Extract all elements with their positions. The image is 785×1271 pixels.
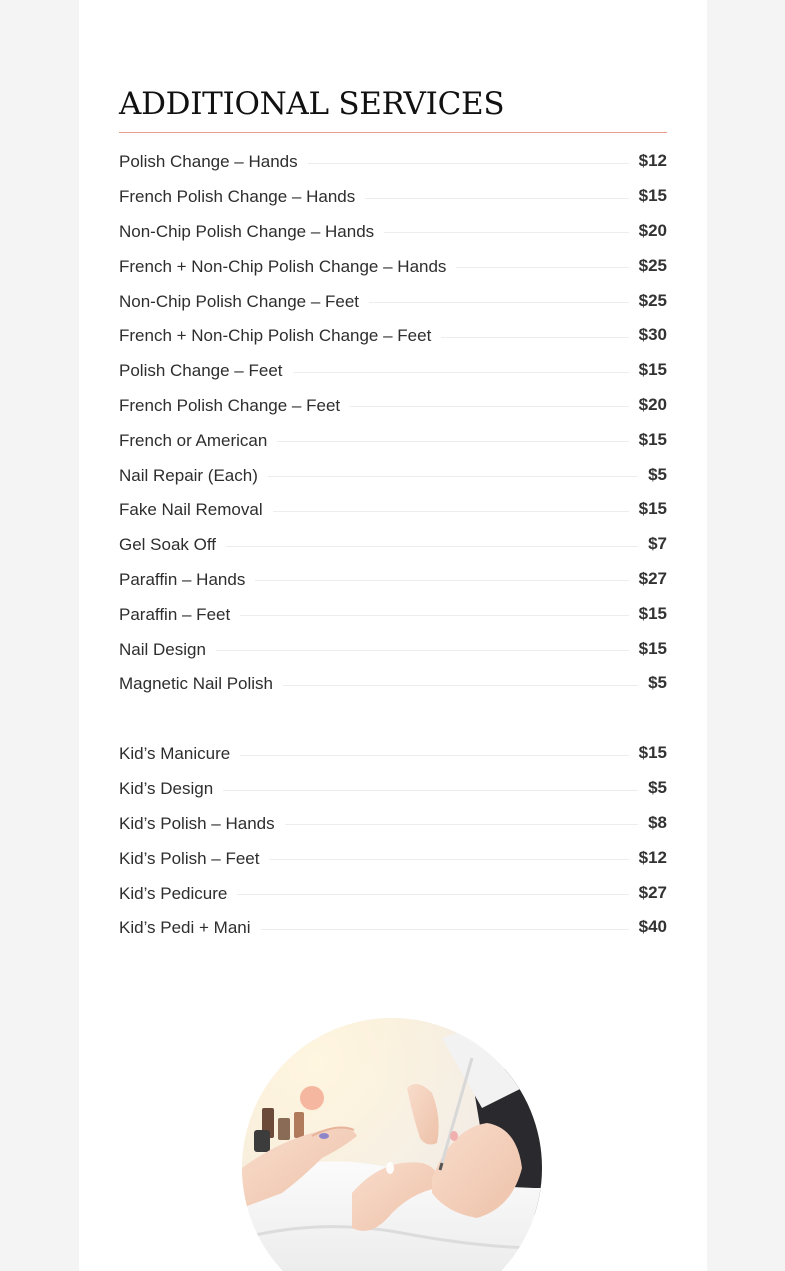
service-price: $20: [638, 220, 667, 240]
service-name: Kid’s Design: [119, 779, 214, 799]
service-name: Kid’s Polish – Feet: [119, 848, 260, 868]
price-row: [119, 876, 667, 911]
service-name: Gel Soak Off: [119, 535, 217, 555]
dotted-leader: [223, 790, 638, 791]
service-price: $25: [638, 255, 667, 275]
price-row: [119, 458, 667, 493]
dotted-leader: [255, 580, 628, 581]
service-name: Kid’s Pedi + Mani: [119, 918, 251, 938]
service-name: Fake Nail Removal: [119, 500, 263, 520]
price-row: [119, 423, 667, 458]
service-price: $15: [638, 743, 667, 763]
dotted-leader: [226, 546, 638, 547]
dotted-leader: [268, 476, 638, 477]
service-price: $8: [648, 812, 667, 832]
service-name: Paraffin – Hands: [119, 569, 246, 589]
dotted-leader: [365, 198, 628, 199]
service-price: $5: [648, 464, 667, 484]
dotted-leader: [261, 929, 629, 930]
service-name: French + Non-Chip Polish Change – Feet: [119, 326, 432, 346]
dotted-leader: [441, 337, 628, 338]
dotted-leader: [273, 511, 629, 512]
manicure-photo: [242, 1018, 542, 1271]
dotted-leader: [240, 615, 628, 616]
dotted-leader: [293, 372, 629, 373]
dotted-leader: [277, 441, 628, 442]
service-price: $25: [638, 290, 667, 310]
services-price-list: [119, 145, 667, 702]
dotted-leader: [216, 650, 629, 651]
service-price: $40: [638, 917, 667, 937]
service-name: French Polish Change – Hands: [119, 187, 356, 207]
service-price: $12: [638, 847, 667, 867]
price-row: [119, 249, 667, 284]
price-row: [119, 180, 667, 215]
title-divider: [119, 132, 667, 133]
price-row: [119, 807, 667, 842]
service-price: $12: [638, 151, 667, 171]
price-row: [119, 737, 667, 772]
dotted-leader: [369, 302, 629, 303]
service-price: $7: [648, 534, 667, 554]
service-name: Kid’s Manicure: [119, 744, 231, 764]
price-row: [119, 841, 667, 876]
service-price: $15: [638, 186, 667, 206]
service-name: Polish Change – Feet: [119, 361, 283, 381]
price-row: [119, 145, 667, 180]
price-row: [119, 354, 667, 389]
service-price: $15: [638, 360, 667, 380]
dotted-leader: [350, 406, 629, 407]
price-row: [119, 284, 667, 319]
service-name: French Polish Change – Feet: [119, 395, 341, 415]
service-name: Magnetic Nail Polish: [119, 674, 274, 694]
service-price: $5: [648, 673, 667, 693]
service-price: $27: [638, 568, 667, 588]
service-name: French or American: [119, 430, 268, 450]
price-row: [119, 319, 667, 354]
service-name: Kid’s Polish – Hands: [119, 813, 275, 833]
service-price: $20: [638, 394, 667, 414]
dotted-leader: [308, 163, 629, 164]
service-price: $30: [638, 325, 667, 345]
service-price: $15: [638, 603, 667, 623]
dotted-leader: [285, 824, 638, 825]
price-row: [119, 632, 667, 667]
price-row: [119, 215, 667, 250]
service-name: Kid’s Pedicure: [119, 883, 228, 903]
service-price: $15: [638, 429, 667, 449]
dotted-leader: [240, 755, 628, 756]
service-price: $15: [638, 499, 667, 519]
kids-services-price-list: [119, 737, 667, 946]
price-row: [119, 563, 667, 598]
service-name: Non-Chip Polish Change – Feet: [119, 291, 360, 311]
price-row: [119, 597, 667, 632]
service-price: $15: [638, 638, 667, 658]
dotted-leader: [456, 267, 628, 268]
service-name: Polish Change – Hands: [119, 152, 298, 172]
price-row: [119, 911, 667, 946]
service-name: Nail Repair (Each): [119, 465, 258, 485]
service-name: Non-Chip Polish Change – Hands: [119, 221, 375, 241]
dotted-leader: [283, 685, 638, 686]
price-row: [119, 667, 667, 702]
price-row: [119, 389, 667, 424]
service-price: $5: [648, 778, 667, 798]
dotted-leader: [237, 894, 628, 895]
price-row: [119, 772, 667, 807]
service-name: Nail Design: [119, 639, 206, 659]
dotted-leader: [269, 859, 628, 860]
price-row: [119, 528, 667, 563]
service-name: Paraffin – Feet: [119, 604, 231, 624]
service-name: French + Non-Chip Polish Change – Hands: [119, 256, 447, 276]
price-row: [119, 493, 667, 528]
content-panel: [79, 0, 707, 1271]
service-price: $27: [638, 882, 667, 902]
dotted-leader: [384, 232, 628, 233]
section-title: ADDITIONAL SERVICES: [119, 86, 505, 122]
